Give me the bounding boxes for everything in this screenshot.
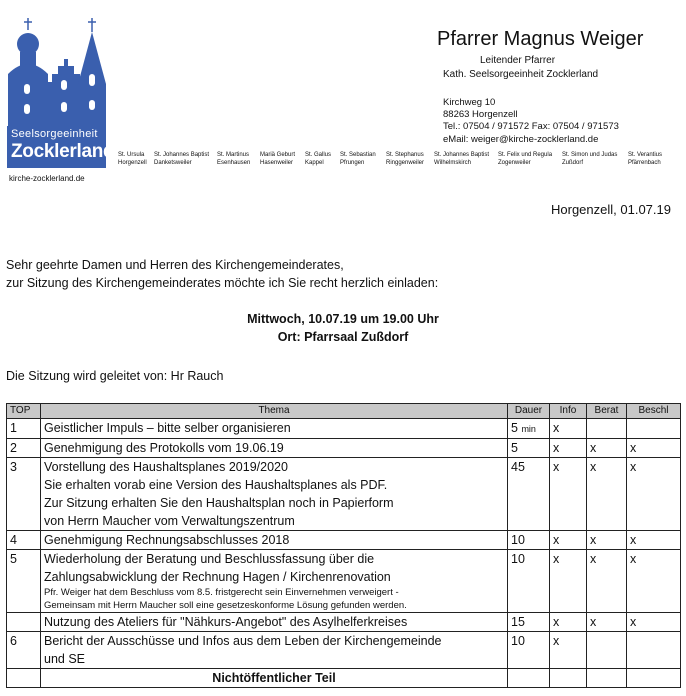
parish-item: St. Stephanus Ringgenweiler (386, 152, 425, 166)
header-thema: Thema (41, 404, 508, 419)
row-top (7, 613, 41, 632)
row-beschl: x (627, 550, 681, 613)
row-topic: Nutzung des Ateliers für "Nähkurs-Angebot" des Asylhelferkreises (41, 613, 508, 632)
header-top: TOP (7, 404, 41, 419)
parish-item: St. Sebastian Pfrungen (340, 152, 376, 166)
parish-item: St. Johannes Baptist Wilhelmskirch (434, 152, 490, 166)
website-text: kirche-zocklerland.de (9, 174, 85, 183)
row-berat: x (587, 458, 627, 531)
row-topic: Vorstellung des Haushaltsplanes 2019/2020 Sie erhalten vorab eine Version des Haushaltsplanes als PDF. Zur Sitzung erhalten Sie den Haushaltsplan noch in Papierform von Herrn Maucher vom Verwaltungszentrum (41, 458, 508, 531)
table-header-row (7, 404, 681, 419)
pastor-name: Pfarrer Magnus Weiger (437, 28, 644, 50)
row-info: x (550, 439, 587, 458)
address-phone: Tel.: 07504 / 971572 Fax: 07504 / 971573 (443, 121, 619, 132)
row-info: x (550, 458, 587, 531)
meeting-location: Ort: Pfarrsaal Zußdorf (277, 330, 409, 344)
address-city: 88263 Horgenzell (443, 109, 518, 120)
row-topic: Genehmigung Rechnungsabschlusses 2018 (41, 531, 508, 550)
table-row (7, 613, 681, 632)
parish-item: St. Felix und Regula Zogenweiler (498, 152, 553, 166)
header-berat: Berat (587, 404, 627, 419)
parish-item: St. Ursula Horgenzell (118, 152, 147, 166)
row-beschl (627, 632, 681, 669)
unit-name: Kath. Seelsorgeeinheit Zocklerland (443, 69, 599, 80)
row-info: x (550, 419, 587, 439)
row-top: 1 (7, 419, 41, 439)
salutation: Sehr geehrte Damen und Herren des Kirchengemeinderates, (6, 258, 344, 272)
table-row (7, 419, 681, 439)
row-duration: 10 (508, 550, 550, 613)
row-info: x (550, 531, 587, 550)
logo-line-2: Zocklerland (11, 141, 115, 162)
table-row (7, 439, 681, 458)
logo-line-1: Seelsorgeeinheit (11, 128, 98, 140)
pastor-role: Leitender Pfarrer (480, 55, 556, 66)
row-beschl: x (627, 439, 681, 458)
row-topic: Geistlicher Impuls – bitte selber organisieren (41, 419, 508, 439)
row-top: 4 (7, 531, 41, 550)
row-top: 3 (7, 458, 41, 531)
row-topic: Bericht der Ausschüsse und Infos aus dem Leben der Kirchengemeinde und SE (41, 632, 508, 669)
row-berat (587, 632, 627, 669)
parish-item: St. Gallus Kappel (305, 152, 332, 166)
meeting-date: Mittwoch, 10.07.19 um 19.00 Uhr (247, 312, 439, 326)
agenda-table (6, 403, 681, 688)
row-duration: 45 (508, 458, 550, 531)
parish-item: Mariä Geburt Hasenweiler (260, 152, 296, 166)
meeting-chair: Die Sitzung wird geleitet von: Hr Rauch (6, 369, 224, 383)
row-info: x (550, 550, 587, 613)
row-berat: x (587, 613, 627, 632)
row-info: x (550, 613, 587, 632)
row-top: 2 (7, 439, 41, 458)
row-berat: x (587, 531, 627, 550)
row-beschl: x (627, 531, 681, 550)
row-duration: 15 (508, 613, 550, 632)
row-duration: 5 min (508, 419, 550, 439)
row-berat: x (587, 550, 627, 613)
header-dauer: Dauer (508, 404, 550, 419)
parish-item: St. Martinus Esenhausen (217, 152, 251, 166)
row-topic: Wiederholung der Beratung und Beschlussfassung über die Zahlungsabwicklung der Rechnung Hagen / Kirchenrenovation Pfr. Weiger hat dem Beschluss vom 8.5. fristgerecht sein Einvernehmen verweigert - Gemeinsam mit Herrn Maucher soll eine gesetzeskonforme Lösung gefunden werden. (41, 550, 508, 613)
row-beschl: x (627, 613, 681, 632)
row-top: 5 (7, 550, 41, 613)
row-berat (587, 419, 627, 439)
row-duration: 10 (508, 531, 550, 550)
row-duration: 10 (508, 632, 550, 669)
table-row (7, 550, 681, 613)
parish-item: St. Simon und Judas Zußdorf (562, 152, 618, 166)
address-street: Kirchweg 10 (443, 97, 496, 108)
parish-item: St. Johannes Baptist Danketsweiler (154, 152, 210, 166)
parish-item: St. Verantius Pfärrenbach (628, 152, 663, 166)
closed-section-label: Nichtöffentlicher Teil (41, 669, 508, 688)
table-row (7, 458, 681, 531)
row-beschl (627, 419, 681, 439)
table-row (7, 531, 681, 550)
intro-text: zur Sitzung des Kirchengemeinderates möchte ich Sie recht herzlich einladen: (6, 276, 439, 290)
row-info: x (550, 632, 587, 669)
row-top: 6 (7, 632, 41, 669)
header-info: Info (550, 404, 587, 419)
address-email[interactable]: eMail: weiger@kirche-zocklerland.de (443, 134, 599, 145)
row-duration: 5 (508, 439, 550, 458)
closed-section-row (7, 669, 681, 688)
row-beschl: x (627, 458, 681, 531)
row-berat: x (587, 439, 627, 458)
table-row (7, 632, 681, 669)
row-topic: Genehmigung des Protokolls vom 19.06.19 (41, 439, 508, 458)
header-beschl: Beschl (627, 404, 681, 419)
letter-date: Horgenzell, 01.07.19 (551, 202, 671, 217)
